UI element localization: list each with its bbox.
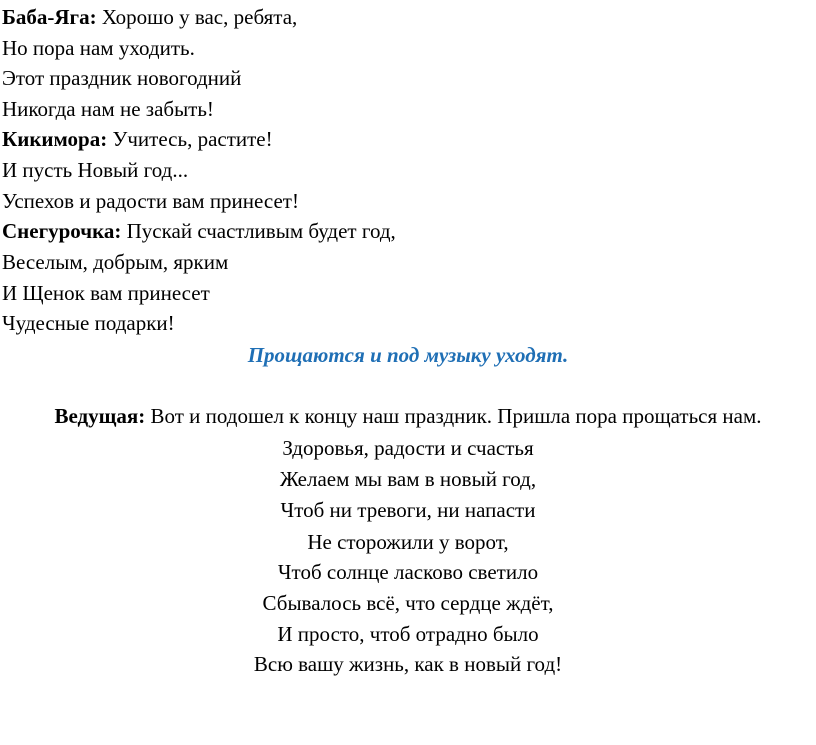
poem-line: Здоровья, радости и счастья: [282, 436, 534, 460]
speaker-name: Баба-Яга:: [2, 5, 97, 29]
dialogue-text: И пусть Новый год...: [2, 158, 189, 182]
dialogue-text: Чудесные подарки!: [2, 311, 175, 335]
dialogue-line: [2, 2, 297, 33]
dialogue-line: [2, 124, 273, 155]
dialogue-text: Хорошо у вас, ребята,: [96, 5, 298, 29]
poem-line: И просто, чтоб отрадно было: [277, 622, 539, 646]
dialogue-text: Веселым, добрым, ярким: [2, 250, 229, 274]
dialogue-line: [2, 278, 210, 309]
dialogue-text: Учитесь, растите!: [107, 127, 273, 151]
dialogue-text: Этот праздник новогодний: [2, 66, 242, 90]
host-line: [0, 401, 816, 432]
poem-line: Чтоб ни тревоги, ни напасти: [280, 498, 536, 522]
dialogue-text: Пускай счастливым будет год,: [121, 219, 396, 243]
dialogue-text: Но пора нам уходить.: [2, 36, 195, 60]
speaker-name: Снегурочка:: [2, 219, 122, 243]
dialogue-text: Успехов и радости вам принесет!: [2, 189, 299, 213]
dialogue-line: [2, 216, 396, 247]
dialogue-line: [2, 186, 299, 217]
dialogue-text: И Щенок вам принесет: [2, 281, 210, 305]
speaker-name: Ведущая:: [54, 404, 146, 428]
stage-direction: Прощаются и под музыку уходят.: [247, 343, 569, 367]
dialogue-text: Никогда нам не забыть!: [2, 97, 214, 121]
dialogue-line: [2, 94, 214, 125]
speaker-name: Кикимора:: [2, 127, 108, 151]
poem-line: Чтоб солнце ласково светило: [277, 560, 539, 584]
poem-line: Не сторожили у ворот,: [307, 530, 509, 554]
poem-line: Сбывалось всё, что сердце ждёт,: [262, 591, 554, 615]
poem-line: Всю вашу жизнь, как в новый год!: [253, 652, 563, 676]
dialogue-line: [2, 155, 188, 186]
dialogue-line: [2, 308, 175, 339]
poem-line: Желаем мы вам в новый год,: [279, 467, 537, 491]
host-text: Вот и подошел к концу наш праздник. Пришла пора прощаться нам.: [145, 404, 762, 428]
dialogue-line: [2, 63, 241, 94]
dialogue-line: [2, 33, 195, 64]
dialogue-line: [2, 247, 228, 278]
